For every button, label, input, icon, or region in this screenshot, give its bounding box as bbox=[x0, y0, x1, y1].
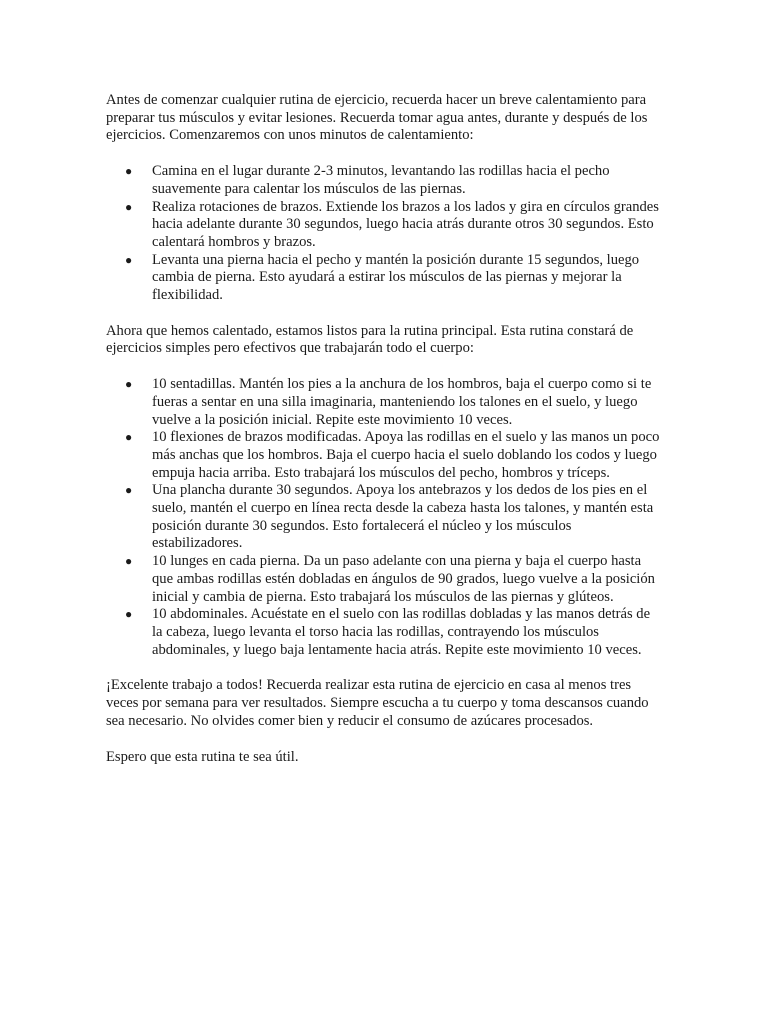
intro-paragraph: Antes de comenzar cualquier rutina de ejercicio, recuerda hacer un breve calentamiento para preparar tus músculos y evitar lesiones. Recuerda tomar agua antes, durante y después de los ejercicios. Comenzaremos con unos minutos de calentamiento: bbox=[106, 92, 648, 144]
bullet-icon: ● bbox=[125, 164, 133, 179]
paragraph-gap bbox=[106, 305, 662, 323]
list-item bbox=[106, 163, 662, 198]
bullet-icon: ● bbox=[125, 554, 133, 569]
paragraph-gap bbox=[106, 731, 662, 749]
list-item-text: 10 flexiones de brazos modificadas. Apoya las rodillas en el suelo y las manos un poco más anchas que los hombros. Baja el cuerpo hacia el suelo doblando los codos y luego empuja hacia arriba. Esto trabajará los músculos del pecho, hombros y tríceps. bbox=[152, 429, 660, 481]
list-item-text: 10 lunges en cada pierna. Da un paso adelante con una pierna y baja el cuerpo hasta que ambas rodillas estén dobladas en ángulos de 90 grados, luego vuelve a la posición inicial y cambia de pierna. Esto trabajará los músculos de las piernas y glúteos. bbox=[152, 553, 655, 605]
list-item bbox=[106, 252, 662, 305]
list-item-text: 10 sentadillas. Mantén los pies a la anchura de los hombros, baja el cuerpo como si te fueras a sentar en una silla imaginaria, manteniendo los talones en el suelo, y luego vuelve a la posición inicial. Repite este movimiento 10 veces. bbox=[152, 376, 652, 428]
bullet-icon: ● bbox=[125, 607, 133, 622]
list-item-text: Una plancha durante 30 segundos. Apoya los antebrazos y los dedos de los pies en el suelo, mantén el cuerpo en línea recta desde la cabeza hasta los talones, y mantén esta posición durante 30 segundos. Esto fortalecerá el núcleo y los músculos estabilizadores. bbox=[152, 482, 654, 552]
list-item bbox=[106, 606, 662, 659]
paragraph-gap bbox=[106, 145, 662, 163]
list-item bbox=[106, 376, 662, 429]
warmup-list bbox=[106, 163, 662, 305]
paragraph-gap bbox=[106, 659, 662, 677]
bullet-icon: ● bbox=[125, 430, 133, 445]
signoff-paragraph: Espero que esta rutina te sea útil. bbox=[106, 748, 299, 765]
bullet-icon: ● bbox=[125, 199, 133, 214]
exercise-list bbox=[106, 376, 662, 659]
main-intro-paragraph: Ahora que hemos calentado, estamos listos para la rutina principal. Esta rutina constará de ejercicios simples pero efectivos que trabajarán todo el cuerpo: bbox=[106, 322, 634, 357]
list-item bbox=[106, 553, 662, 606]
list-item-text: Levanta una pierna hacia el pecho y mantén la posición durante 15 segundos, luego cambia de pierna. Esto ayudará a estirar los músculos de las piernas y mejorar la flexibilidad. bbox=[152, 251, 640, 304]
bullet-icon: ● bbox=[125, 252, 133, 267]
list-item-text: 10 abdominales. Acuéstate en el suelo con las rodillas dobladas y las manos detrás de la cabeza, luego levanta el torso hacia las rodillas, contrayendo los músculos abdominales, y luego baja lentamente hacia atrás. Repite este movimiento 10 veces. bbox=[152, 606, 651, 658]
bullet-icon: ● bbox=[125, 377, 133, 392]
document-page bbox=[106, 92, 662, 766]
closing-paragraph: ¡Excelente trabajo a todos! Recuerda realizar esta rutina de ejercicio en casa al menos tres veces por semana para ver resultados. Siempre escucha a tu cuerpo y toma descansos cuando sea necesario. No olvides comer bien y reducir el consumo de azúcares procesados. bbox=[106, 677, 649, 729]
list-item bbox=[106, 429, 662, 482]
list-item-text: Realiza rotaciones de brazos. Extiende los brazos a los lados y gira en círculos grandes hacia adelante durante 30 segundos, luego hacia atrás durante otros 30 segundos. Esto calentará hombros y brazos. bbox=[152, 198, 659, 250]
list-item bbox=[106, 199, 662, 252]
paragraph-gap bbox=[106, 358, 662, 376]
bullet-icon: ● bbox=[125, 483, 133, 498]
list-item-text: Camina en el lugar durante 2-3 minutos, levantando las rodillas hacia el pecho suavemente para calentar los músculos de las piernas. bbox=[152, 163, 610, 197]
list-item bbox=[106, 482, 662, 553]
